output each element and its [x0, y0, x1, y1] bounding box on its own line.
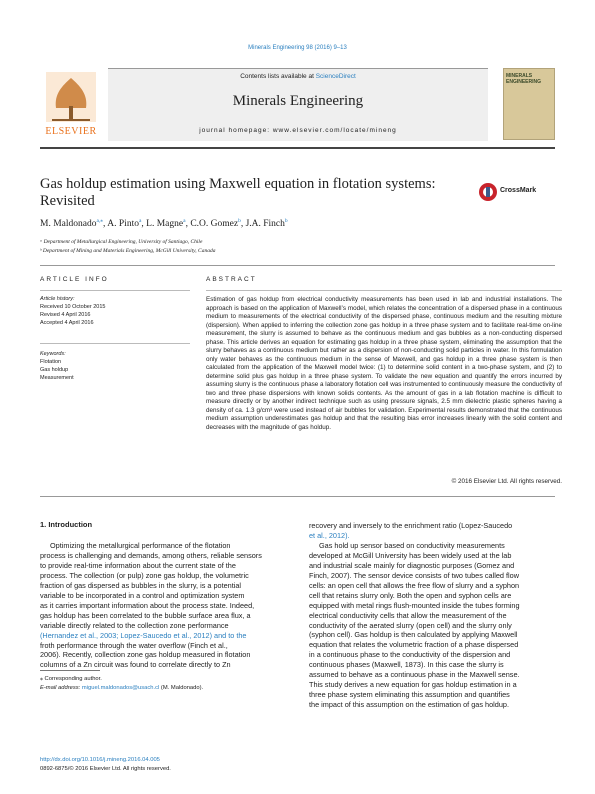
body-rule [40, 496, 555, 497]
paragraph-line: process is challenging and demands, among others, reliable sensors [40, 550, 262, 560]
email-link[interactable]: miguel.maldonados@usach.cl [81, 685, 160, 691]
paragraph-line: 2006). Recently, collection zone gas holdup measured in flotation [40, 650, 251, 660]
issn-line: 0892-6875/© 2016 Elsevier Ltd. All rights reserved. [40, 766, 171, 772]
keyword: Flotation [40, 359, 62, 365]
journal-homepage[interactable]: journal homepage: www.elsevier.com/locate/mineng [199, 127, 397, 134]
journal-reference[interactable]: Minerals Engineering 98 (2016) 9–13 [248, 45, 347, 51]
intro-right-column [309, 521, 562, 710]
history-accepted: Accepted 4 April 2016 [40, 320, 94, 326]
history-revised: Revised 4 April 2016 [40, 312, 91, 318]
journal-cover-title: MINERALS ENGINEERING [506, 73, 542, 85]
affiliation: ᵃ Department of Metallurgical Engineering, University of Santiago, Chile [40, 239, 203, 245]
paragraph-line: Optimizing the metallurgical performance of the flotation [50, 541, 231, 550]
paragraph-line: columns of a Zn circuit was found to correlate directly to Zn [40, 660, 231, 670]
paragraph-line: the impact of this assumption on the estimation of gas holdup. [309, 700, 509, 710]
paragraph-line: cells: an open cell that allows the free flow of slurry and a syphon [309, 580, 520, 590]
author-list: M. Maldonado$^{a,⁎}$, A. Pinto$^a$, L. Magne$^a$, C.O. Gomez$^b$, J.A. Finch$^b$ [40, 218, 288, 230]
paragraph-line: variable directly related to the collection zone performance [40, 620, 229, 630]
citation-line[interactable]: (Hernandez et al., 2003; Lopez-Saucedo et al., 2012) and to the [40, 630, 247, 640]
abstract-rule [206, 290, 562, 291]
paragraph-line: This study derives a new equation for gas holdup estimation in a [309, 680, 517, 690]
introduction-heading: 1. Introduction [40, 520, 93, 529]
paragraph-line: three phase system eliminating this assumption and quantifies [309, 690, 510, 700]
citation-line[interactable]: et al., 2012). [309, 530, 350, 540]
paragraph-line: variable to be incorporated in a control and optimization system [40, 590, 245, 600]
author[interactable]: A. Pinto$^a$ [107, 218, 142, 230]
paragraph-line: developed at McGill University has been widely used at the lab [309, 550, 512, 560]
article-info-heading: ARTICLE INFO [40, 276, 109, 283]
author[interactable]: C.O. Gomez$^b$ [190, 218, 241, 230]
affiliation: ᵇ Department of Mining and Materials Engineering, McGill University, Canada [40, 248, 216, 254]
abstract-copyright: © 2016 Elsevier Ltd. All rights reserved. [451, 478, 562, 485]
paragraph-line: Finch, 2007). The sensor device consists of two tubes called flow [309, 570, 519, 580]
history-label: Article history: [40, 296, 75, 302]
author[interactable]: L. Magne$^a$ [146, 218, 186, 230]
contents-prefix: Contents lists available at [240, 73, 316, 80]
article-title: Gas holdup estimation using Maxwell equation in flotation systems: Revisited [40, 176, 436, 209]
paragraph-line: equation that relates the volumetric fraction of a phase dispersed [309, 640, 519, 650]
paragraph-line: froth performance through the water overflow (Finch et al., [40, 640, 228, 650]
keywords-label: Keywords: [40, 351, 66, 357]
journal-name: Minerals Engineering [232, 93, 364, 109]
paragraph-line: to provide real-time information about the current state of the [40, 560, 236, 570]
paragraph-line: assumed to behave as a continuous phase in the Maxwell sense. [309, 670, 520, 680]
corresponding-author-note: ⁎ Corresponding author. [40, 676, 102, 682]
paragraph-line: continuous phases (Maxwell, 1873). In this case the slurry is [309, 660, 504, 670]
intro-left-column [40, 541, 293, 670]
paragraph-line: as it carries important information about the process state. Indeed, [40, 600, 255, 610]
contents-line [108, 73, 488, 80]
paragraph-line: cell that retains slurry only. Both the open and syphon cells are [309, 590, 512, 600]
paragraph-line: fraction of gas dispersed as bubbles in the slurry, is a potential [40, 580, 242, 590]
paragraph-line: process. The collection (or pulp) zone gas holdup, the volumetric [40, 570, 249, 580]
keyword: Measurement [40, 375, 74, 381]
sciencedirect-link[interactable]: ScienceDirect [315, 73, 356, 80]
paragraph-line: gas holdup has been correlated to the bubble surface area flux, a [40, 610, 251, 620]
crossmark-icon [478, 182, 498, 202]
crossmark-label: CrossMark [500, 187, 537, 194]
paragraph-line: recovery and inversely to the enrichment ratio (Lopez-Saucedo [309, 521, 513, 530]
paragraph-line: conductivity of the aerated slurry (open cell) and the slurry only [309, 620, 512, 630]
paragraph-line: and industrial scale mainly for diagnostic purposes (Gomez and [309, 560, 515, 570]
elsevier-wordmark: ELSEVIER [45, 126, 97, 137]
header-rule [40, 147, 555, 149]
keyword: Gas holdup [40, 367, 69, 373]
article-info-rule [40, 290, 190, 291]
doi-link[interactable]: http://dx.doi.org/10.1016/j.mineng.2016.04.005 [40, 757, 160, 763]
paragraph-line: (syphon cell). Gas holdup is then calculated by applying Maxwell [309, 630, 518, 640]
author[interactable]: M. Maldonado$^{a,⁎}$ [40, 218, 104, 230]
crossmark-badge[interactable] [478, 180, 548, 204]
abstract-text: Estimation of gas holdup from electrical conductivity measurements has been used in lab and industrial installations. The approach is based on the application of Maxwell’s model, which relates the concentration of a dispersed phase in a continuous medium to measurements of the electrical conductivity of the dispersed phase, continuous medium and the resulting mixture (dispersion). When applied to inferring the collection zone gas holdup in a three phase system and to facilitate real-time on-line measurement, the slurry is assumed to behave as the continuous medium and gas bubbles as a non-conducting dispersed phase. This article derives an equation for estimating gas holdup in a three phase system, eliminating the assumption that the slurry behaves as a continuous medium but rather as a dispersion of non-conducting solid particles in water. In this formulation only water behaves as the continuous medium in the sense of Maxwell, and gas holdup in a three phase system is then calculated from the application of the Maxwell model twice: (1) to determine solid content in a two-phase system, and (2) to determine solid plus gas holdup in a three phase system. To validate the new equation and quantify the errors incurred by assuming slurry is the continuous phase a laboratory flotation cell was instrumented to continuously measure the conductivity of two and three phase dispersions with known solids contents. As the amount of gas in a lab flotation machine is difficult to measure directly or by another indirect technique such as using pressure signals, 2.5 mm dielectric plastic spheres having a density of ca. 1.3 g/cm³ were used instead of air bubbles for validation. Experimental results demonstrated that the continuous medium assumption underestimates gas holdup and that the resulting bias error increases linearly with the solid content and decreases with the magnitude of gas holdup. [206, 296, 562, 431]
paragraph-line: in a continuous phase to the conductivity of the dispersion and [309, 650, 511, 660]
paragraph-line: Gas hold up sensor based on conductivity measurements [319, 540, 505, 550]
paragraph-line: electrical conductivity cells that allow the measurement of the [309, 610, 507, 620]
footnote-rule [40, 670, 100, 671]
paragraph-line: equipped with metal rings flush-mounted inside the tubes forming [309, 600, 520, 610]
history-received: Received 10 October 2015 [40, 304, 106, 310]
keywords-rule [40, 343, 190, 344]
email-line: E-mail address: miguel.maldonados@usach.cl (M. Maldonado). [40, 685, 204, 691]
section-rule [40, 265, 555, 266]
author[interactable]: J.A. Finch$^b$ [245, 218, 288, 230]
elsevier-logo [40, 68, 102, 140]
abstract-heading: ABSTRACT [206, 276, 257, 283]
